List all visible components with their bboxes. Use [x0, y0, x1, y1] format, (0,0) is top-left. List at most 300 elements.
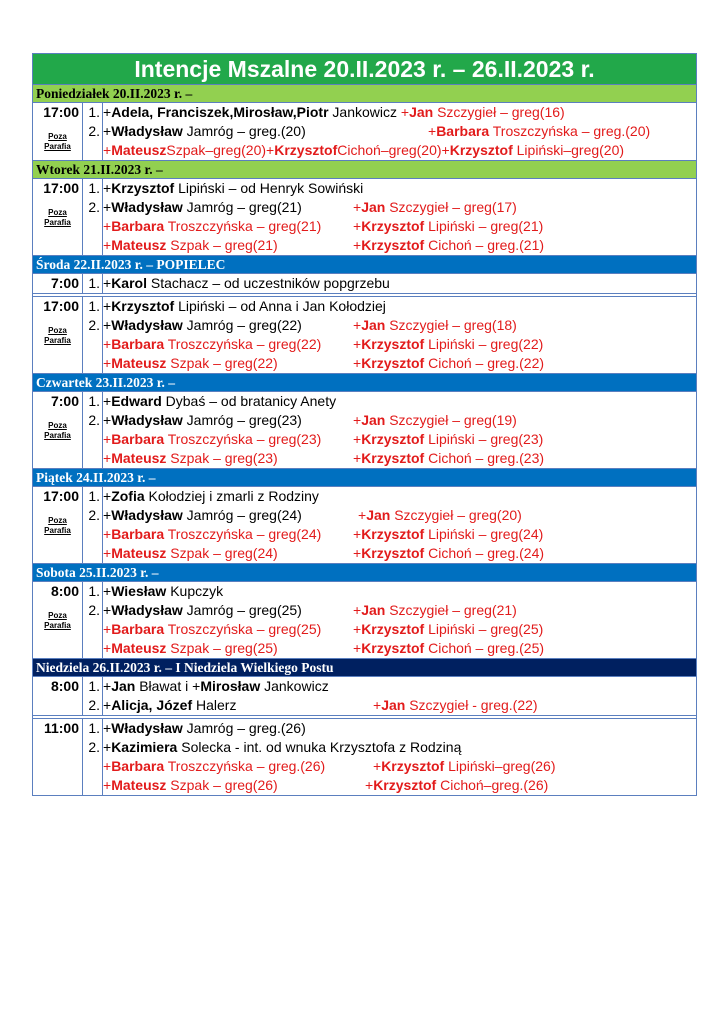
mass-time: 17:00 — [43, 488, 79, 504]
intention-number — [83, 335, 102, 354]
intention-line — [103, 274, 696, 293]
intention-line — [103, 354, 696, 373]
intention-number — [83, 217, 102, 236]
intention-text: + — [428, 123, 437, 139]
parafia-text: Parafia — [44, 431, 71, 440]
time-cell — [33, 179, 83, 255]
name-text: Krzysztof — [361, 355, 425, 371]
name-text: Władysław — [111, 412, 183, 428]
intention-entry — [373, 696, 538, 715]
name-text: Edward — [111, 393, 162, 409]
intention-number: 2. — [88, 317, 100, 333]
intention-text: + — [441, 142, 450, 158]
name-text: Wiesław — [111, 583, 167, 599]
day-header: Czwartek 23.II.2023 r. – — [33, 373, 696, 391]
name-text: Krzysztof — [361, 218, 425, 234]
intention-text: Szpak – greg(25) — [166, 640, 278, 656]
intentions-cell — [103, 103, 696, 160]
name-text: Barbara — [111, 336, 165, 352]
intention-line — [103, 757, 696, 776]
intention-text: + — [192, 678, 201, 694]
intention-number: 1. — [88, 488, 100, 504]
poza-text: Poza — [48, 611, 67, 620]
intention-line — [103, 677, 696, 696]
intention-line — [103, 620, 696, 639]
mass-time: 8:00 — [50, 583, 79, 599]
intention-text: Cichoń – greg.(25) — [424, 640, 545, 656]
parafia-text: Parafia — [44, 621, 71, 630]
intention-entry — [103, 582, 223, 601]
time-cell — [33, 487, 83, 563]
name-text: Jan — [361, 317, 386, 333]
number-cell — [83, 179, 103, 255]
intention-line — [103, 430, 696, 449]
intention-text: + — [103, 317, 112, 333]
name-text: Barbara — [111, 758, 165, 774]
intention-text: Jamróg – greg(25) — [182, 602, 302, 618]
intention-text: + — [103, 640, 112, 656]
intention-line — [103, 719, 696, 738]
intentions-cell — [103, 487, 696, 563]
intention-text: Szczygieł – greg(21) — [385, 602, 517, 618]
intention-text: + — [103, 104, 112, 120]
intention-text: + — [103, 123, 112, 139]
parafia-text: Parafia — [44, 218, 71, 227]
days-container — [33, 84, 696, 795]
intention-text: Solecka - int. od wnuka Krzysztofa z Rodziną — [177, 739, 462, 755]
name-text: Mateusz — [111, 142, 167, 158]
intention-text: + — [103, 583, 112, 599]
intention-entry — [353, 449, 544, 468]
name-text: Jan — [361, 412, 386, 428]
intention-text: + — [103, 412, 112, 428]
intention-number: 1. — [88, 720, 100, 736]
intention-text: Lipiński – od Henryk Sowiński — [174, 180, 364, 196]
mass-time: 7:00 — [50, 393, 79, 409]
intention-line — [103, 198, 696, 217]
name-text: Jan — [366, 507, 391, 523]
mass-time: 7:00 — [50, 275, 79, 291]
intention-text: + — [103, 526, 112, 542]
intention-entry — [353, 639, 544, 658]
intention-text: + — [103, 237, 112, 253]
intention-text: + — [103, 697, 112, 713]
intention-text: Cichoń – greg.(22) — [424, 355, 545, 371]
intention-entry — [353, 335, 543, 354]
intention-text: + — [353, 355, 362, 371]
intention-text: + — [103, 142, 112, 158]
intention-text: Kołodziej i zmarli z Rodziny — [144, 488, 319, 504]
intention-line — [103, 335, 696, 354]
intention-line — [103, 392, 696, 411]
intention-line — [103, 639, 696, 658]
intention-number: 1. — [88, 298, 100, 314]
time-cell — [33, 719, 83, 795]
name-text: Władysław — [111, 317, 183, 333]
intention-text: + — [103, 180, 112, 196]
intention-entry — [103, 354, 278, 373]
intention-number: 2. — [88, 697, 100, 713]
intention-text: + — [103, 218, 112, 234]
name-text: Jan — [381, 697, 406, 713]
intention-text: Troszczyńska – greg.(26) — [164, 758, 326, 774]
intention-text: Halerz — [192, 697, 237, 713]
poza-parafia-label — [33, 326, 82, 346]
intention-number: 1. — [88, 678, 100, 694]
intention-text: Lipiński – greg(21) — [424, 218, 544, 234]
name-text: Mateusz — [111, 640, 167, 656]
mass-row — [33, 178, 696, 255]
intention-entry — [103, 316, 302, 335]
poza-text: Poza — [48, 208, 67, 217]
intention-text: Szczygieł - greg.(22) — [405, 697, 538, 713]
intention-text: Lipiński – od Anna i Jan Kołodziej — [174, 298, 386, 314]
intention-text: Stachacz – od uczestników popgrzebu — [146, 275, 390, 291]
poza-parafia-label — [33, 611, 82, 631]
number-cell — [83, 392, 103, 468]
intention-text: Lipiński – greg(24) — [424, 526, 544, 542]
name-text: Krzysztof — [361, 640, 425, 656]
intentions-cell — [103, 274, 696, 293]
intention-number: 2. — [88, 412, 100, 428]
name-text: Krzysztof — [111, 180, 175, 196]
intention-text: Lipiński – greg(22) — [424, 336, 544, 352]
intention-text: Troszczyńska – greg(23) — [164, 431, 322, 447]
intention-text: + — [103, 777, 112, 793]
intention-text: Troszczyńska – greg(25) — [164, 621, 322, 637]
intention-text: + — [353, 237, 362, 253]
name-text: Adela, Franciszek,Mirosław,Piotr — [111, 104, 329, 120]
intention-number — [83, 776, 102, 795]
intention-text: + — [103, 739, 112, 755]
intention-text: Jankowicz — [328, 104, 401, 120]
name-text: Krzysztof — [361, 237, 425, 253]
intention-entry — [103, 297, 386, 316]
intention-text: Jamróg – greg(23) — [182, 412, 302, 428]
intention-text: + — [103, 758, 112, 774]
intention-entry — [353, 236, 544, 255]
intentions-cell — [103, 179, 696, 255]
mass-row — [33, 715, 696, 795]
name-text: Krzysztof — [361, 431, 425, 447]
name-text: Mateusz — [111, 545, 167, 561]
intention-entry — [353, 217, 543, 236]
poza-parafia-label — [33, 421, 82, 441]
intention-text: + — [353, 199, 362, 215]
name-text: Władysław — [111, 123, 183, 139]
intention-number — [83, 757, 102, 776]
intention-number: 2. — [88, 199, 100, 215]
intention-text: + — [103, 336, 112, 352]
name-text: Krzysztof — [361, 526, 425, 542]
day-header: Sobota 25.II.2023 r. – — [33, 563, 696, 581]
name-text: Barbara — [111, 431, 165, 447]
intention-entry — [103, 335, 321, 354]
intention-line — [103, 738, 696, 757]
intention-number — [83, 430, 102, 449]
intention-text: Troszczyńska – greg(21) — [164, 218, 322, 234]
intention-text: Szpak – greg(23) — [166, 450, 278, 466]
name-text: Krzysztof — [111, 298, 175, 314]
mass-row — [33, 102, 696, 160]
number-cell — [83, 677, 103, 715]
number-cell — [83, 297, 103, 373]
intention-text: Lipiński – greg(23) — [424, 431, 544, 447]
intention-entry — [103, 411, 302, 430]
intention-text: + — [103, 621, 112, 637]
intention-line — [103, 525, 696, 544]
intention-number — [83, 620, 102, 639]
intention-text: + — [103, 507, 112, 523]
intention-number: 1. — [88, 275, 100, 291]
poza-text: Poza — [48, 421, 67, 430]
intentions-cell — [103, 297, 696, 373]
intention-text: + — [353, 640, 362, 656]
intention-number: 2. — [88, 123, 100, 139]
intention-line — [103, 601, 696, 620]
intention-text: Szczygieł – greg(20) — [390, 507, 522, 523]
intention-number — [83, 354, 102, 373]
intention-line — [103, 122, 696, 141]
intention-text: Szczygieł – greg(16) — [433, 104, 565, 120]
intention-entry — [353, 316, 517, 335]
time-cell — [33, 582, 83, 658]
intention-entry — [103, 198, 302, 217]
intention-entry — [103, 122, 306, 141]
intention-number: 1. — [88, 583, 100, 599]
intention-text: + — [103, 199, 112, 215]
intention-text: + — [373, 758, 382, 774]
intention-text: Kupczyk — [166, 583, 224, 599]
intention-line — [103, 316, 696, 335]
intention-text: Troszczyńska – greg.(20) — [489, 123, 651, 139]
name-text: Kazimiera — [111, 739, 178, 755]
intention-line — [103, 141, 696, 160]
intention-number — [83, 544, 102, 563]
intention-text: Szpak – greg(22) — [166, 355, 278, 371]
poza-parafia-label — [33, 132, 82, 152]
intention-text: Cichoń – greg.(24) — [424, 545, 545, 561]
intention-text: Cichoń – greg.(23) — [424, 450, 545, 466]
intention-text: + — [103, 275, 112, 291]
intention-line — [103, 179, 696, 198]
intention-text: + — [103, 431, 112, 447]
intention-entry — [103, 601, 302, 620]
intention-text: Cichoń – greg.(21) — [424, 237, 545, 253]
poza-text: Poza — [48, 326, 67, 335]
intention-number: 1. — [88, 104, 100, 120]
day-header: Niedziela 26.II.2023 r. – I Niedziela Wielkiego Postu — [33, 658, 696, 676]
intention-text: + — [103, 298, 112, 314]
name-text: Mirosław — [200, 678, 261, 694]
name-text: Krzysztof — [274, 142, 338, 158]
intention-number: 2. — [88, 739, 100, 755]
number-cell — [83, 582, 103, 658]
intention-text: Szczygieł – greg(19) — [385, 412, 517, 428]
intention-line — [103, 449, 696, 468]
intention-line — [103, 696, 696, 715]
intention-text: + — [400, 104, 410, 120]
intention-text: + — [353, 412, 362, 428]
intention-number: 1. — [88, 180, 100, 196]
day-header: Piątek 24.II.2023 r. – — [33, 468, 696, 486]
intention-entry — [103, 449, 278, 468]
intention-text: Jamróg – greg(24) — [182, 507, 302, 523]
intention-line — [103, 506, 696, 525]
intention-text: Szpak – greg(26) — [166, 777, 278, 793]
poza-parafia-label — [33, 516, 82, 536]
intention-entry — [353, 620, 543, 639]
intention-text: Szczygieł – greg(17) — [385, 199, 517, 215]
time-cell — [33, 274, 83, 293]
intention-text: Jamróg – greg.(20) — [182, 123, 306, 139]
intention-line — [103, 103, 696, 122]
intention-number: 2. — [88, 507, 100, 523]
intention-entry — [365, 776, 548, 795]
intention-entry — [103, 487, 319, 506]
intention-text: + — [353, 218, 362, 234]
poza-parafia-label — [33, 208, 82, 228]
name-text: Krzysztof — [361, 450, 425, 466]
intention-text: Szpak – greg(24) — [166, 545, 278, 561]
name-text: Mateusz — [111, 450, 167, 466]
parafia-text: Parafia — [44, 526, 71, 535]
intention-text: + — [103, 450, 112, 466]
intention-entry — [428, 122, 650, 141]
intention-entry — [103, 179, 363, 198]
intention-number: 1. — [88, 393, 100, 409]
intention-line — [103, 217, 696, 236]
intention-text: + — [353, 317, 362, 333]
name-text: Władysław — [111, 199, 183, 215]
number-cell — [83, 103, 103, 160]
intention-entry — [103, 776, 278, 795]
name-text: Zofia — [111, 488, 145, 504]
name-text: Mateusz — [111, 237, 167, 253]
intention-number — [83, 449, 102, 468]
intention-entry — [353, 544, 544, 563]
intention-text: + — [266, 142, 275, 158]
time-cell — [33, 103, 83, 160]
intention-entry — [103, 620, 321, 639]
intention-text: Cichoń–greg(20) — [337, 142, 442, 158]
intention-entry — [103, 217, 321, 236]
name-text: Barbara — [436, 123, 490, 139]
intention-text: Dybaś – od bratanicy Anety — [161, 393, 337, 409]
intention-text: + — [353, 545, 362, 561]
intention-text: Szpak–greg(20) — [166, 142, 267, 158]
intention-text: + — [353, 526, 362, 542]
name-text: Jan — [361, 199, 386, 215]
name-text: Władysław — [111, 720, 183, 736]
mass-row — [33, 293, 696, 373]
intention-text: + — [103, 355, 112, 371]
intention-text: + — [365, 777, 374, 793]
name-text: Mateusz — [111, 355, 167, 371]
day-header: Środa 22.II.2023 r. – POPIELEC — [33, 255, 696, 273]
intention-entry — [373, 757, 556, 776]
intention-text: Jamróg – greg(21) — [182, 199, 302, 215]
parafia-text: Parafia — [44, 336, 71, 345]
name-text: Barbara — [111, 218, 165, 234]
number-cell — [83, 487, 103, 563]
intention-text: + — [353, 336, 362, 352]
intentions-cell — [103, 392, 696, 468]
intention-entry — [353, 411, 517, 430]
mass-time: 11:00 — [43, 720, 79, 736]
intention-number: 2. — [88, 602, 100, 618]
name-text: Barbara — [111, 621, 165, 637]
name-text: Jan — [409, 104, 434, 120]
intention-text: Cichoń–greg.(26) — [436, 777, 549, 793]
intention-entry — [103, 677, 329, 696]
intention-text: + — [353, 431, 362, 447]
name-text: Krzysztof — [381, 758, 445, 774]
intention-text: Szpak – greg(21) — [166, 237, 278, 253]
mass-row — [33, 581, 696, 658]
intention-text: + — [353, 621, 362, 637]
mass-row — [33, 486, 696, 563]
intention-text: Bławat i — [135, 678, 193, 694]
mass-time: 17:00 — [43, 298, 79, 314]
poza-text: Poza — [48, 516, 67, 525]
intention-entry — [103, 544, 278, 563]
name-text: Krzysztof — [373, 777, 437, 793]
mass-row — [33, 273, 696, 293]
intention-entry — [103, 639, 278, 658]
intention-text: Szczygieł – greg(18) — [385, 317, 517, 333]
time-cell — [33, 392, 83, 468]
intentions-cell — [103, 582, 696, 658]
mass-time: 17:00 — [43, 180, 79, 196]
intentions-cell — [103, 677, 696, 715]
intention-entry — [353, 198, 517, 217]
poza-text: Poza — [48, 132, 67, 141]
intention-number — [83, 236, 102, 255]
intention-entry — [103, 696, 236, 715]
intention-entry — [353, 354, 544, 373]
intention-number — [83, 639, 102, 658]
intention-text: Troszczyńska – greg(24) — [164, 526, 322, 542]
parafia-text: Parafia — [44, 142, 71, 151]
intention-entry — [103, 757, 325, 776]
intentions-cell — [103, 719, 696, 795]
name-text: Jan — [361, 602, 386, 618]
time-cell — [33, 297, 83, 373]
name-text: Mateusz — [111, 777, 167, 793]
intention-text: + — [103, 393, 112, 409]
intention-number — [83, 525, 102, 544]
mass-row — [33, 391, 696, 468]
mass-time: 17:00 — [43, 104, 79, 120]
intention-line — [103, 544, 696, 563]
intention-text: + — [103, 545, 112, 561]
intention-entry — [103, 141, 624, 160]
intentions-table — [32, 53, 697, 796]
intention-line — [103, 776, 696, 795]
mass-row — [33, 676, 696, 715]
intention-text: Lipiński–greg(20) — [512, 142, 625, 158]
intention-text: Jamróg – greg.(26) — [182, 720, 306, 736]
name-text: Krzysztof — [361, 545, 425, 561]
intention-entry — [103, 719, 306, 738]
intention-entry — [103, 274, 390, 293]
number-cell — [83, 719, 103, 795]
intention-entry — [353, 430, 543, 449]
intention-entry — [103, 506, 302, 525]
intention-line — [103, 297, 696, 316]
intention-text: Lipiński – greg(25) — [424, 621, 544, 637]
